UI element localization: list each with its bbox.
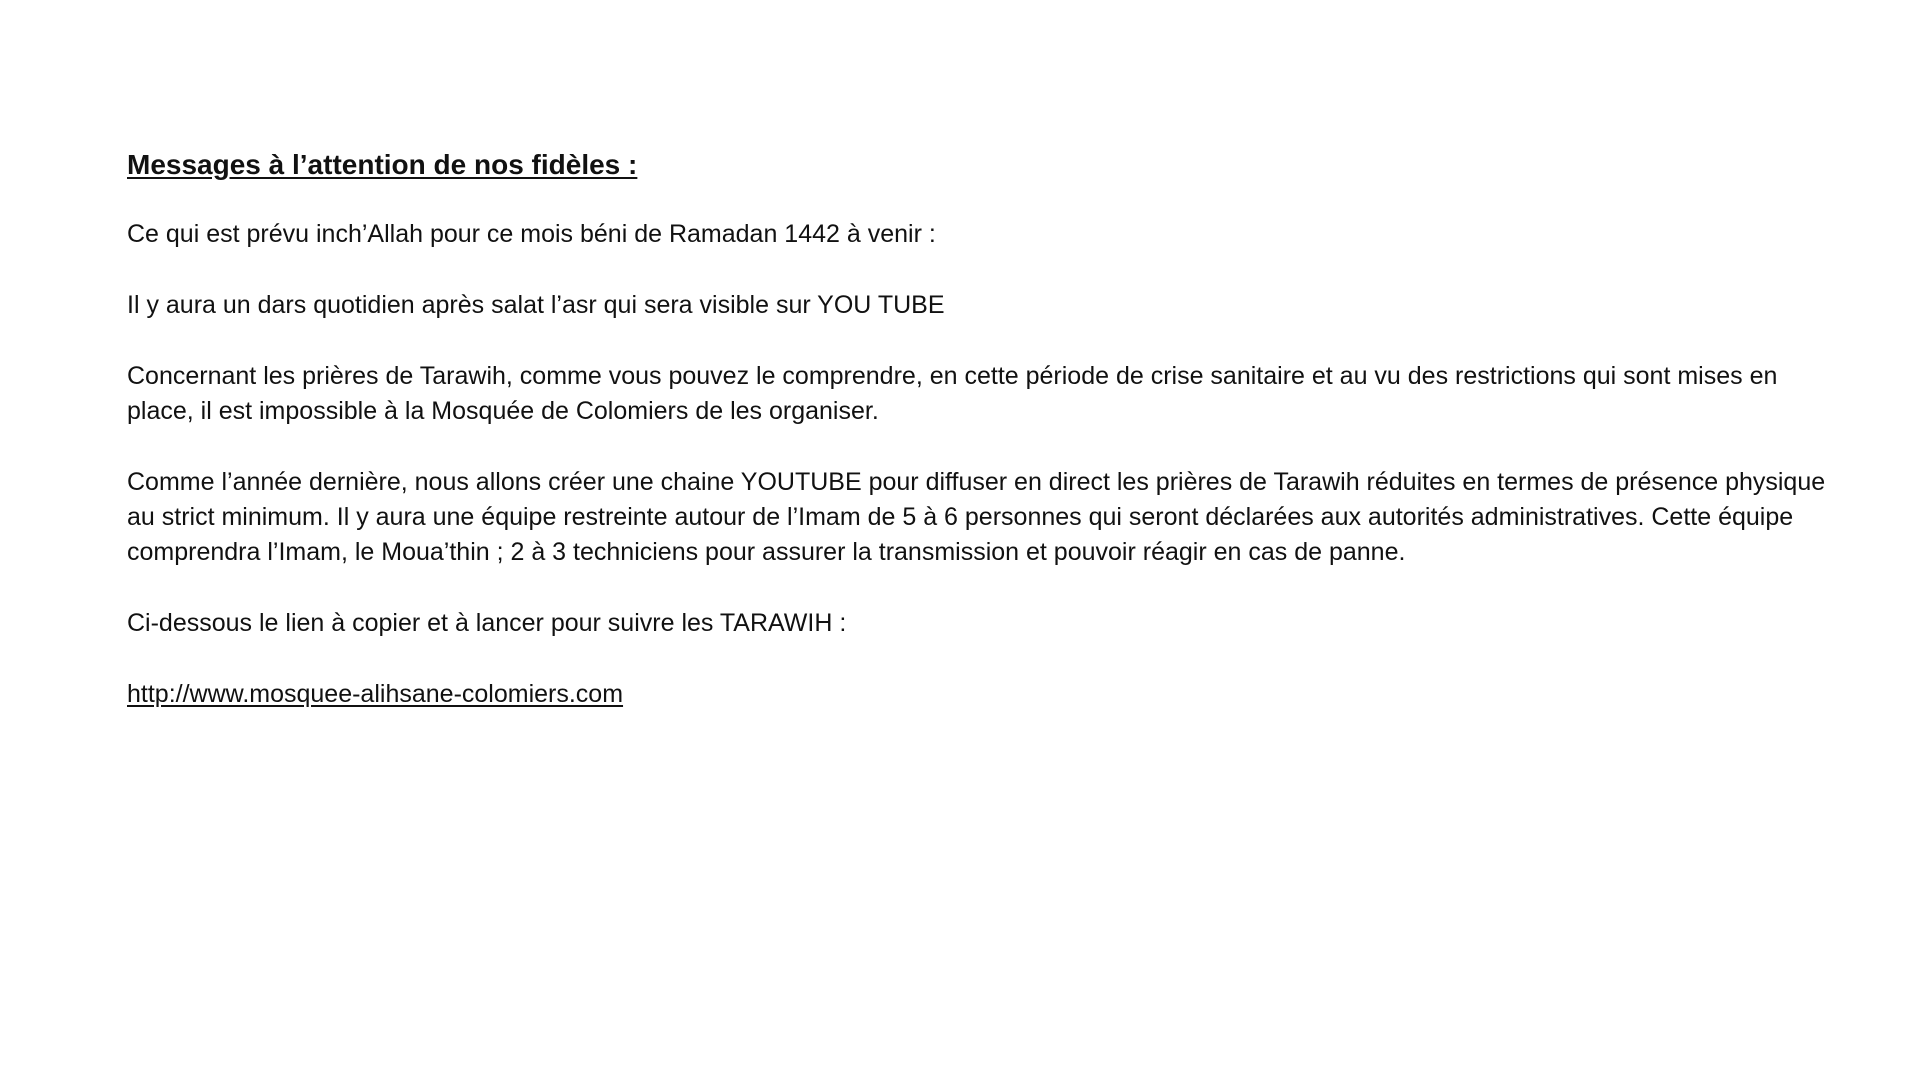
paragraph-youtube-channel: Comme l’année dernière, nous allons créer une chaine YOUTUBE pour diffuser en direct les prières de Tarawih réduites en termes de présence physique au strict minimum. Il y aura une équipe restreinte autour de l’Imam de 5 à 6 personnes qui seront déclarées aux autorités administratives. Cette équipe comprendra l’Imam, le Moua’thin ; 2 à 3 techniciens pour assurer la transmission et pouvoir réagir en cas de panne. <box>127 468 1826 566</box>
document-title: Messages à l’attention de nos fidèles : <box>127 149 638 180</box>
paragraph-ramadan-plan: Ce qui est prévu inch’Allah pour ce mois béni de Ramadan 1442 à venir : <box>127 220 936 248</box>
mosque-website-link[interactable]: http://www.mosquee-alihsane-colomiers.com <box>127 680 624 708</box>
document-body <box>127 146 1827 748</box>
paragraph-tarawih-restrictions: Concernant les prières de Tarawih, comme vous pouvez le comprendre, en cette période de crise sanitaire et au vu des restrictions qui sont mises en place, il est impossible à la Mosquée de Colomiers de les organiser. <box>127 362 1778 425</box>
paragraph-link-intro: Ci-dessous le lien à copier et à lancer pour suivre les TARAWIH : <box>127 609 847 637</box>
paragraph-daily-dars: Il y aura un dars quotidien après salat l’asr qui sera visible sur YOU TUBE <box>127 291 945 319</box>
link-row <box>127 677 1827 712</box>
